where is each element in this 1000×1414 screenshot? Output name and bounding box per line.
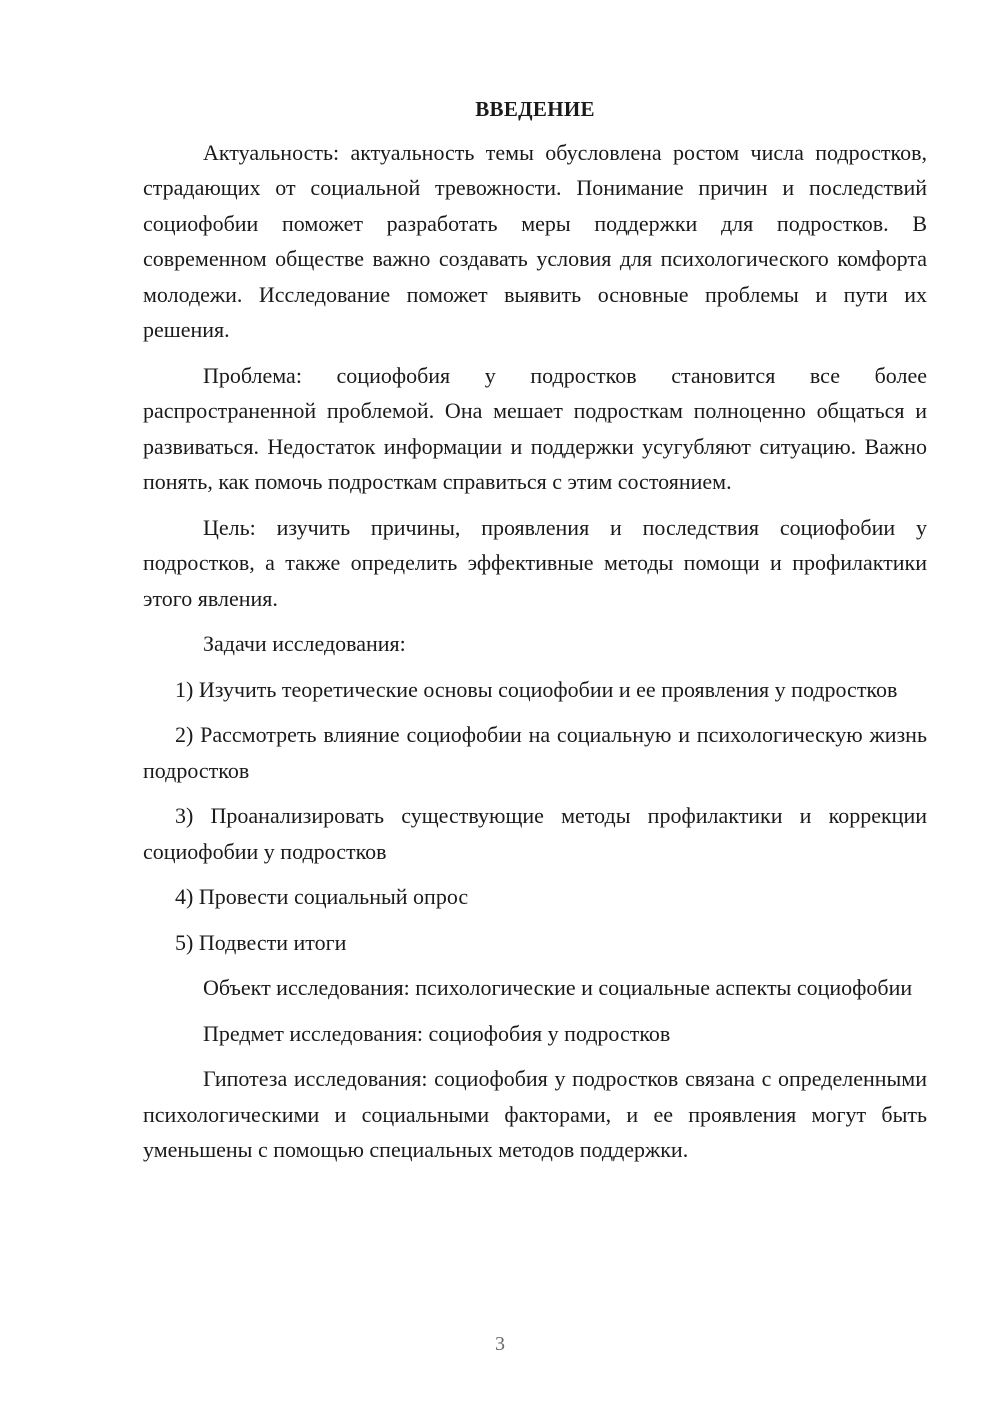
subject-paragraph: Предмет исследования: социофобия у подростков <box>203 1020 671 1046</box>
page-number: 3 <box>495 1333 505 1355</box>
page-title: ВВЕДЕНИЕ <box>475 97 595 121</box>
document-page <box>143 92 927 1178</box>
problem-paragraph: Проблема: социофобия у подростков становится все более распространенной проблемой. Она мешает подросткам полноценно общаться и развиваться. Недостаток информации и поддержки усугубляют ситуацию. Важно понять, как помочь подросткам справиться с этим состоянием. <box>143 362 927 494</box>
list-item: 4) Провести социальный опрос <box>175 884 469 909</box>
goal-paragraph: Цель: изучить причины, проявления и последствия социофобии у подростков, а также определить эффективные методы помощи и профилактики этого явления. <box>143 514 927 611</box>
list-item: 1) Изучить теоретические основы социофобии и ее проявления у подростков <box>175 676 898 702</box>
hypothesis-paragraph: Гипотеза исследования: социофобия у подростков связана с определенными психологическими и социальными факторами, и ее проявления могут быть уменьшены с помощью специальных методов поддержки. <box>143 1066 927 1162</box>
list-item: 5) Подвести итоги <box>175 929 347 955</box>
tasks-heading: Задачи исследования: <box>203 631 406 656</box>
list-item: 3) Проанализировать существующие методы профилактики и коррекции социофобии у подростков <box>143 803 927 864</box>
relevance-paragraph: Актуальность: актуальность темы обусловлена ростом числа подростков, страдающих от социальной тревожности. Понимание причин и последствий социофобии поможет разработать меры поддержки для подростков. В современном обществе важно создавать условия для психологического комфорта молодежи. Исследование поможет выявить основные проблемы и пути их решения. <box>143 139 927 342</box>
list-item: 2) Рассмотреть влияние социофобии на социальную и психологическую жизнь подростков <box>143 722 927 783</box>
object-paragraph: Объект исследования: психологические и социальные аспекты социофобии <box>203 975 913 1000</box>
tasks-list <box>143 672 927 961</box>
